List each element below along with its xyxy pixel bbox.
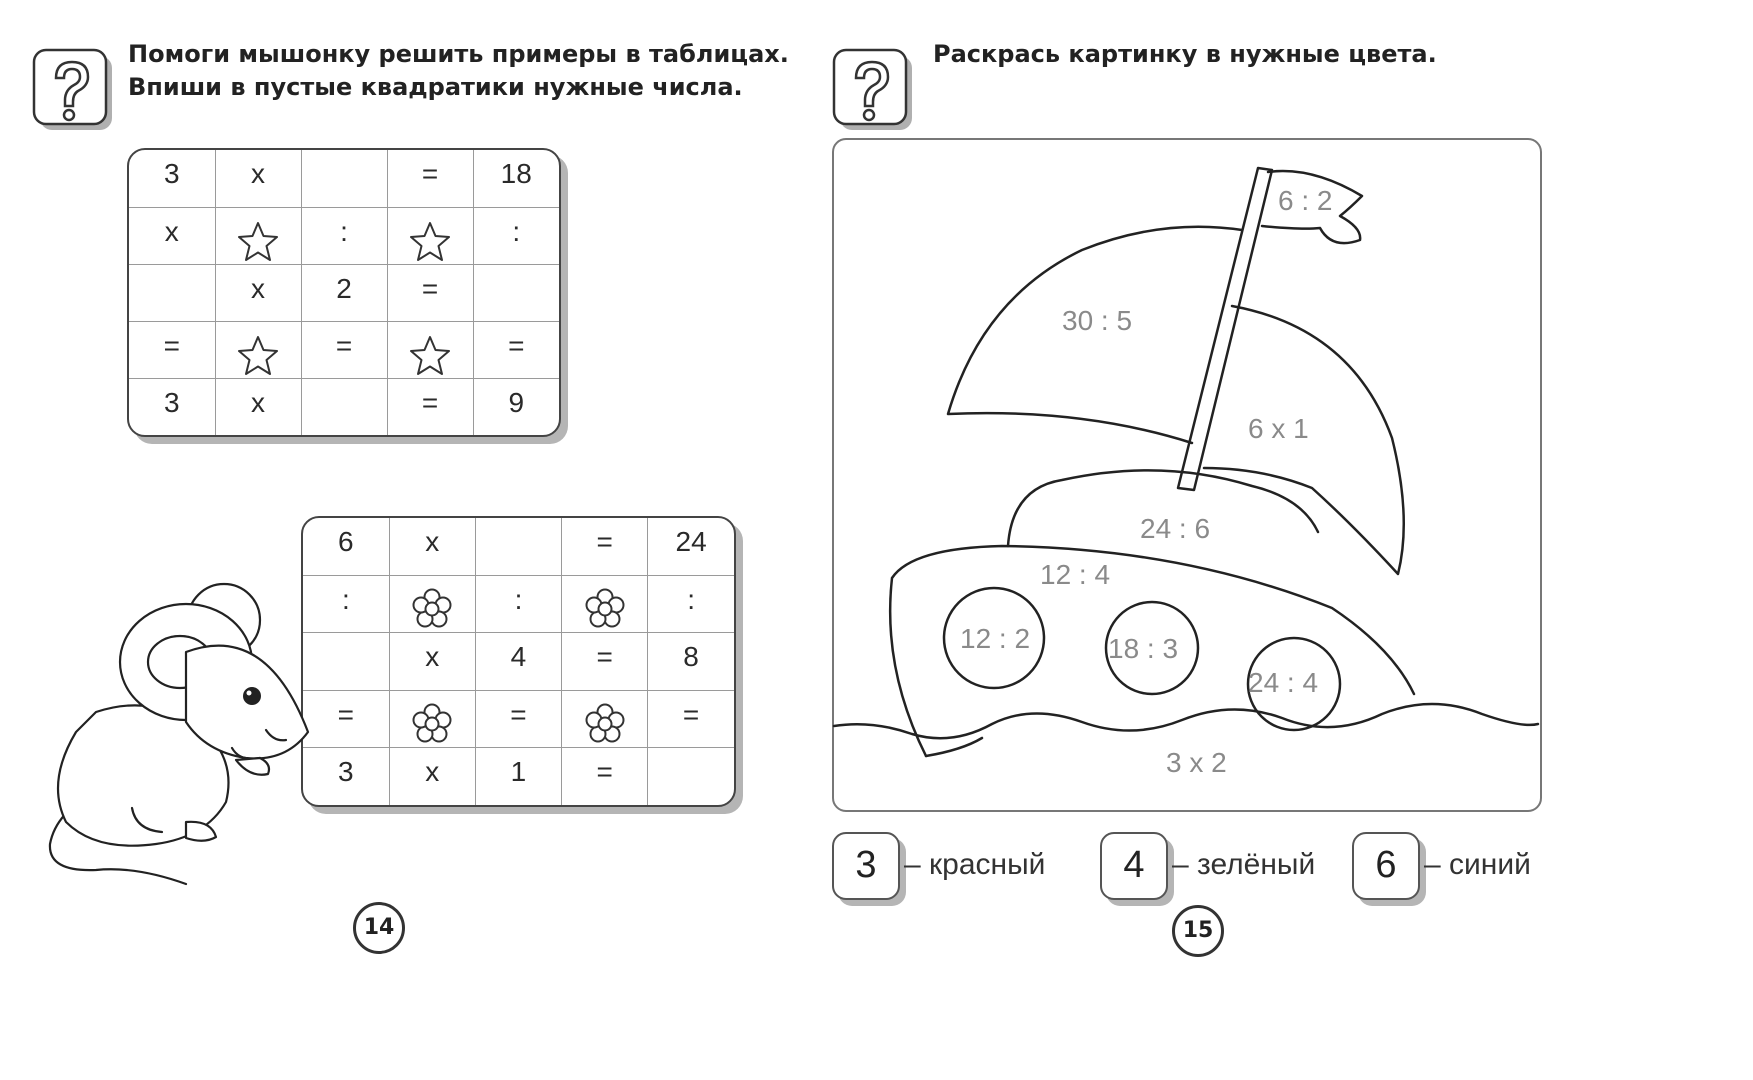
cell-value: x <box>425 641 440 673</box>
grid-cell <box>648 690 734 747</box>
table-row <box>303 690 734 747</box>
grid-cell <box>387 321 473 378</box>
math-grid-2-table <box>303 518 734 805</box>
legend-label-1: – красный <box>904 848 1046 881</box>
cell-value: = <box>682 698 700 730</box>
grid-cell <box>475 748 561 805</box>
cell-value: = <box>337 698 355 730</box>
flower-icon <box>584 588 626 630</box>
grid-cell <box>389 633 475 690</box>
cell-value: = <box>421 386 439 418</box>
boat-label-cabin: 24 : 6 <box>1140 513 1211 544</box>
grid-cell <box>473 321 559 378</box>
math-grid-1 <box>127 148 561 437</box>
star-icon <box>407 220 453 264</box>
grid-cell <box>389 518 475 575</box>
grid-cell <box>562 518 648 575</box>
cell-value: : <box>340 215 348 247</box>
cell-value: : <box>512 215 521 247</box>
page-number-left: 14 <box>353 902 405 954</box>
grid-cell <box>648 575 734 632</box>
boat-label-porthole-2: 18 : 3 <box>1108 633 1179 664</box>
cell-value: 3 <box>163 386 180 418</box>
grid-cell <box>562 690 648 747</box>
cell-value: = <box>596 526 613 557</box>
boat-label-water: 3 x 2 <box>1166 747 1227 778</box>
cell-value: = <box>596 641 613 673</box>
grid-cell <box>129 150 215 207</box>
grid-cell <box>215 207 301 264</box>
grid-cell <box>215 321 301 378</box>
grid-cell <box>648 518 734 575</box>
cell-value: x <box>251 158 265 189</box>
answer-cell[interactable] <box>475 518 561 575</box>
math-grid-2 <box>301 516 736 807</box>
table-row <box>129 378 559 435</box>
cell-value: 3 <box>338 756 354 788</box>
cell-value: 8 <box>683 641 699 673</box>
grid-cell <box>389 575 475 632</box>
cell-value: x <box>251 272 265 304</box>
star-icon <box>407 334 453 378</box>
grid-cell <box>562 575 648 632</box>
answer-cell[interactable] <box>301 150 387 207</box>
cell-value: = <box>596 756 613 788</box>
grid-cell <box>215 378 301 435</box>
cell-value: x <box>425 526 440 557</box>
question-mark-icon <box>832 48 916 134</box>
left-instruction-line2: Впиши в пустые квадратики нужные числа. <box>128 73 743 101</box>
math-grid-1-table <box>129 150 559 435</box>
grid-cell <box>303 518 389 575</box>
grid-cell <box>387 207 473 264</box>
cell-value: = <box>421 272 439 304</box>
boat-coloring-picture <box>832 138 1540 810</box>
grid-cell <box>387 150 473 207</box>
cell-value: = <box>335 329 353 361</box>
table-row <box>129 264 559 321</box>
cell-value: : <box>341 583 350 615</box>
grid-cell <box>215 150 301 207</box>
grid-cell <box>562 748 648 805</box>
legend-number-1: 3 <box>832 832 900 900</box>
grid-cell <box>215 264 301 321</box>
star-icon <box>235 220 281 264</box>
cell-value: 1 <box>510 756 527 788</box>
answer-cell[interactable] <box>473 264 559 321</box>
grid-cell <box>387 378 473 435</box>
grid-cell <box>475 633 561 690</box>
flower-icon <box>411 588 453 630</box>
answer-cell[interactable] <box>301 378 387 435</box>
grid-cell <box>301 321 387 378</box>
grid-cell <box>387 264 473 321</box>
legend-number-2: 4 <box>1100 832 1168 900</box>
cell-value: = <box>508 329 525 361</box>
cell-value: x <box>425 756 440 788</box>
boat-label-flag: 6 : 2 <box>1278 185 1333 216</box>
flower-icon <box>584 703 626 745</box>
left-instruction <box>128 38 789 104</box>
table-row <box>129 207 559 264</box>
grid-cell <box>301 207 387 264</box>
grid-cell <box>129 207 215 264</box>
left-instruction-line1: Помоги мышонку решить примеры в таблицах. <box>128 40 789 68</box>
cell-value: x <box>164 215 179 247</box>
cell-value: 3 <box>163 158 180 189</box>
cell-value: = <box>510 698 527 730</box>
answer-cell[interactable] <box>129 264 215 321</box>
grid-cell <box>475 575 561 632</box>
mouse-illustration <box>36 582 316 892</box>
legend-number-3: 6 <box>1352 832 1420 900</box>
table-row <box>129 150 559 207</box>
flower-icon <box>411 703 453 745</box>
grid-cell <box>473 150 559 207</box>
cell-value: = <box>421 158 439 189</box>
grid-cell <box>473 207 559 264</box>
table-row <box>129 321 559 378</box>
cell-value: = <box>163 329 180 361</box>
grid-cell <box>473 378 559 435</box>
answer-cell[interactable] <box>648 748 734 805</box>
boat-label-right-sail: 6 x 1 <box>1248 413 1309 444</box>
table-row <box>303 575 734 632</box>
cell-value: 2 <box>336 272 352 304</box>
legend-label-3: – синий <box>1424 848 1531 881</box>
grid-cell <box>389 690 475 747</box>
cell-value: 24 <box>675 526 707 557</box>
table-row <box>303 633 734 690</box>
cell-value: : <box>514 583 523 615</box>
grid-cell <box>475 690 561 747</box>
table-row <box>303 748 734 805</box>
boat-label-hull: 12 : 4 <box>1040 559 1111 590</box>
right-instruction: Раскрась картинку в нужные цвета. <box>933 40 1437 68</box>
cell-value: : <box>687 583 695 615</box>
grid-cell <box>562 633 648 690</box>
grid-cell <box>389 748 475 805</box>
cell-value: 4 <box>510 641 527 673</box>
cell-value: x <box>251 386 265 418</box>
cell-value: 18 <box>500 158 532 189</box>
grid-cell <box>648 633 734 690</box>
page-number-right: 15 <box>1172 905 1224 957</box>
grid-cell <box>129 321 215 378</box>
boat-label-porthole-3: 24 : 4 <box>1248 667 1319 698</box>
star-icon <box>235 334 281 378</box>
cell-value: 9 <box>508 386 525 418</box>
boat-label-porthole-1: 12 : 2 <box>960 623 1031 654</box>
boat-label-left-sail: 30 : 5 <box>1062 305 1133 336</box>
grid-cell <box>301 264 387 321</box>
grid-cell <box>129 378 215 435</box>
legend-label-2: – зелёный <box>1172 848 1316 881</box>
cell-value: 6 <box>338 526 354 557</box>
question-mark-icon <box>32 48 116 134</box>
table-row <box>303 518 734 575</box>
